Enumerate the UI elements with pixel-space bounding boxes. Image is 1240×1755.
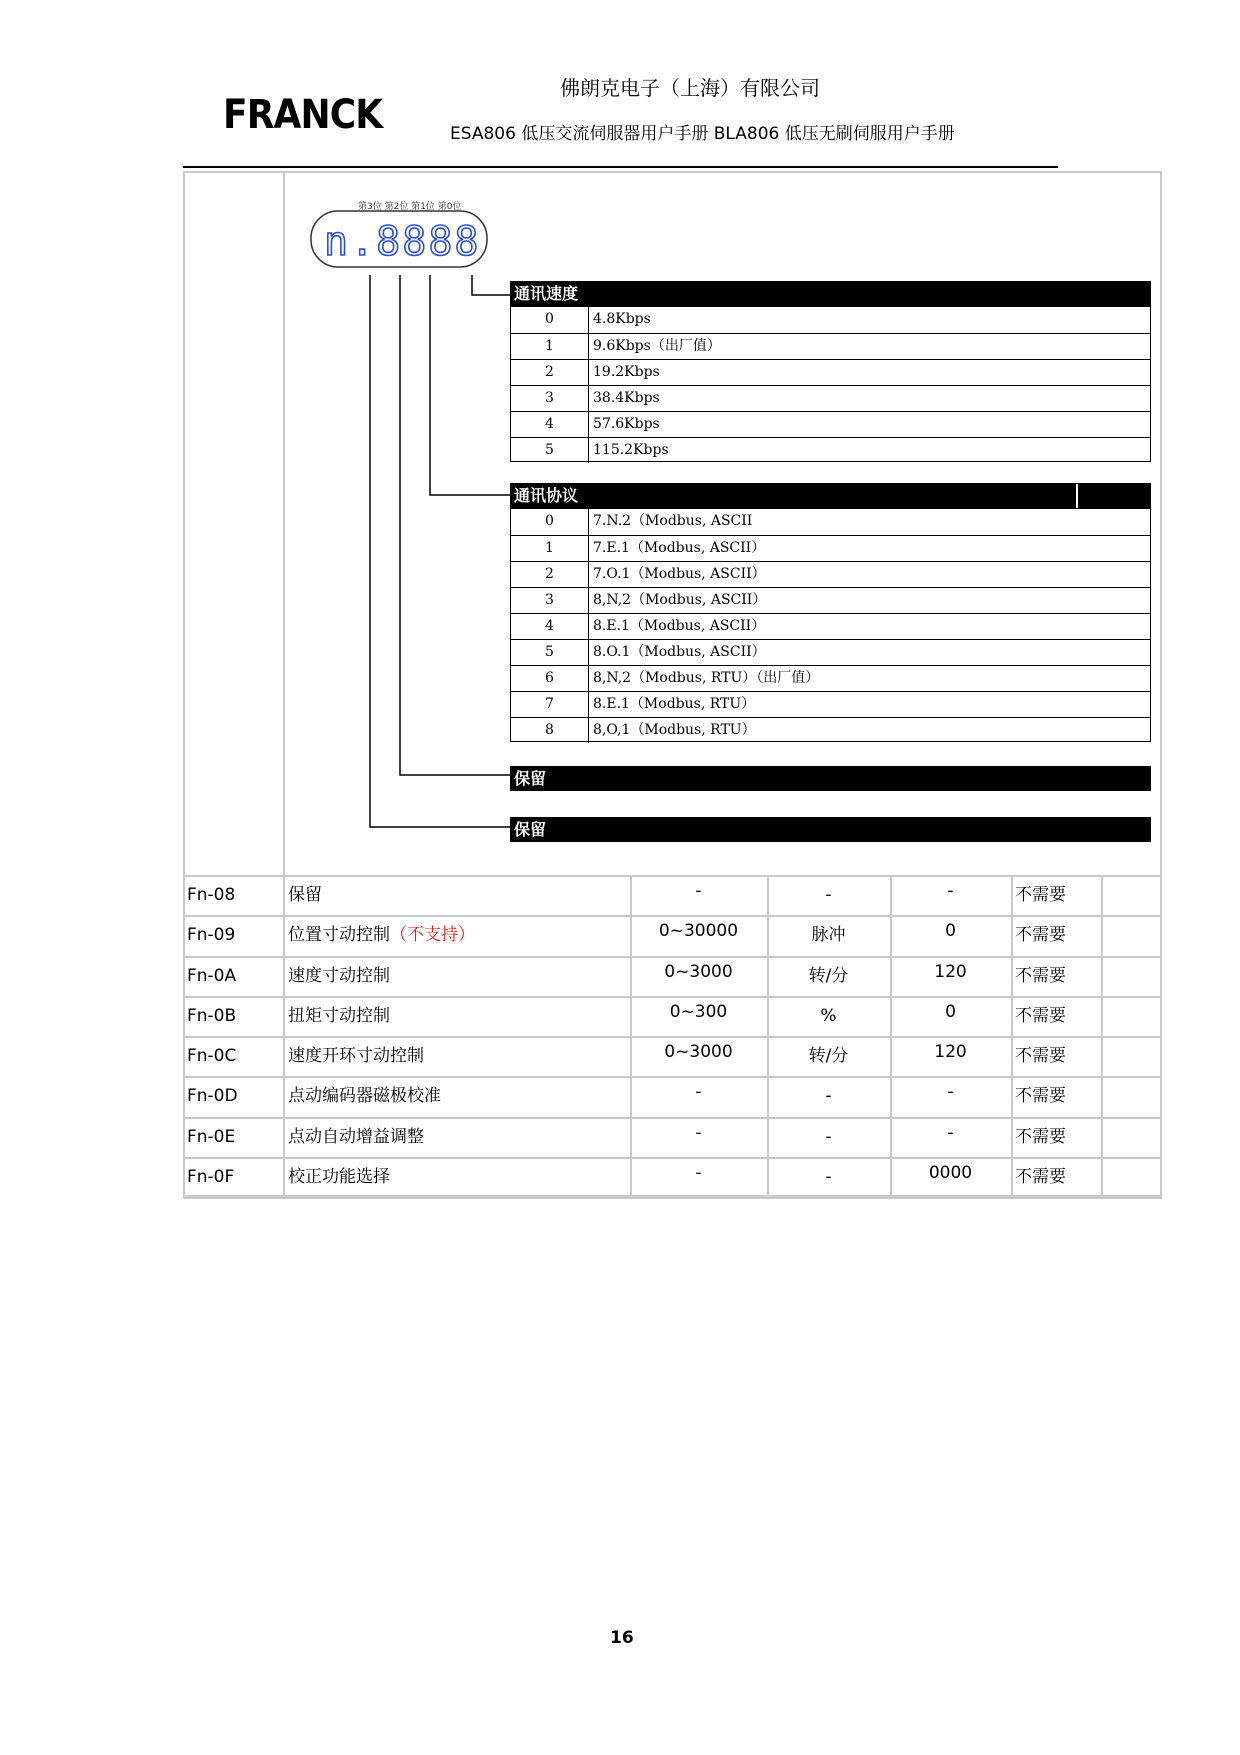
protocol-value: 8.E.1（Modbus, RTU） [593, 696, 756, 712]
param-default: 120 [934, 962, 967, 982]
protocol-row [511, 717, 1150, 743]
header-rule [183, 166, 1058, 168]
company-name: 佛朗克电子（上海）有限公司 [560, 76, 820, 100]
speed-code: 2 [511, 360, 589, 385]
param-default: 0 [945, 921, 956, 941]
speed-row [511, 359, 1150, 385]
param-name [288, 1076, 628, 1116]
param-name-text: 速度寸动控制 [288, 966, 390, 986]
speed-value: 57.6Kbps [593, 416, 660, 432]
param-name [288, 956, 628, 996]
protocol-value: 8,N,2（Modbus, ASCII） [593, 592, 767, 608]
reserved-bit3-bar: 保留 [510, 817, 1151, 842]
param-code: Fn-09 [187, 925, 236, 945]
param-name [288, 1157, 628, 1197]
speed-row [511, 411, 1150, 437]
protocol-code: 2 [511, 562, 589, 587]
param-name-text: 点动编码器磁极校准 [288, 1086, 441, 1106]
param-restart: 不需要 [1015, 1006, 1066, 1026]
protocol-value: 8.O.1（Modbus, ASCII） [593, 644, 766, 660]
param-range: 0~30000 [658, 921, 739, 941]
speed-row [511, 307, 1150, 333]
bit-position-labels: 第3位 第2位 第1位 第0位 [358, 202, 462, 212]
protocol-row [511, 691, 1150, 717]
protocol-value: 7.E.1（Modbus, ASCII） [593, 540, 766, 556]
protocol-row [511, 665, 1150, 691]
protocol-code: 7 [511, 692, 589, 717]
speed-code: 0 [511, 307, 589, 333]
speed-value: 38.4Kbps [593, 390, 660, 406]
param-unit: - [825, 1167, 832, 1187]
param-code: Fn-08 [187, 885, 236, 905]
param-range: - [695, 1163, 702, 1183]
protocol-value: 7.N.2（Modbus, ASCII [593, 513, 753, 529]
speed-row [511, 385, 1150, 411]
param-default: 0000 [928, 1163, 973, 1183]
manual-subtitle: ESA806 低压交流伺服器用户手册 BLA806 低压无刷伺服用户手册 [450, 124, 955, 144]
param-range: - [695, 1082, 702, 1102]
param-unit: 转/分 [808, 1046, 849, 1066]
param-code: Fn-0B [187, 1006, 237, 1026]
bit-connector-lines [360, 265, 520, 830]
protocol-row [511, 561, 1150, 587]
param-range: 0~3000 [664, 962, 733, 982]
header-separator [1076, 484, 1078, 508]
param-name [288, 996, 628, 1036]
row-divider [183, 1197, 1162, 1199]
param-name-text: 保留 [288, 885, 322, 905]
param-range: - [695, 1123, 702, 1143]
speed-row [511, 333, 1150, 359]
protocol-value: 8,N,2（Modbus, RTU）（出厂值） [593, 670, 820, 686]
param-restart: 不需要 [1015, 1086, 1066, 1106]
comm-speed-table [510, 306, 1151, 462]
param-name [288, 915, 628, 955]
param-restart: 不需要 [1015, 1127, 1066, 1147]
param-restart: 不需要 [1015, 925, 1066, 945]
column-divider [1011, 875, 1013, 1197]
param-name-note: （不支持） [390, 925, 475, 945]
protocol-row [511, 587, 1150, 613]
param-restart: 不需要 [1015, 966, 1066, 986]
lcd-display-icon [310, 210, 490, 270]
protocol-value: 8,O,1（Modbus, RTU） [593, 722, 756, 738]
param-code: Fn-0D [187, 1086, 238, 1106]
speed-code: 5 [511, 438, 589, 463]
param-range: 0~3000 [664, 1042, 733, 1062]
param-unit: - [825, 1086, 832, 1106]
param-code: Fn-0F [187, 1167, 235, 1187]
param-default: - [947, 1123, 954, 1143]
speed-value: 4.8Kbps [593, 311, 651, 327]
comm-protocol-table [510, 508, 1151, 742]
param-unit: % [820, 1006, 837, 1026]
param-range: 0~300 [669, 1002, 728, 1022]
protocol-value: 8.E.1（Modbus, ASCII） [593, 618, 766, 634]
protocol-code: 6 [511, 666, 589, 691]
param-name-text: 速度开环寸动控制 [288, 1046, 424, 1066]
param-restart: 不需要 [1015, 885, 1066, 905]
param-range: - [695, 881, 702, 901]
speed-code: 1 [511, 334, 589, 359]
param-unit: 脉冲 [811, 925, 846, 945]
param-name-text: 点动自动增益调整 [288, 1127, 424, 1147]
speed-value: 9.6Kbps（出厂值） [593, 338, 721, 354]
column-divider [283, 171, 285, 1197]
protocol-row [511, 639, 1150, 665]
column-divider [1101, 875, 1103, 1197]
param-restart: 不需要 [1015, 1046, 1066, 1066]
speed-code: 3 [511, 386, 589, 411]
protocol-code: 1 [511, 536, 589, 561]
speed-value: 115.2Kbps [593, 442, 669, 458]
param-name [288, 875, 628, 915]
param-default: - [947, 881, 954, 901]
reserved-bit2-bar: 保留 [510, 766, 1151, 791]
param-name [288, 1117, 628, 1157]
param-name-text: 位置寸动控制 [288, 925, 390, 945]
protocol-code: 8 [511, 718, 589, 743]
param-unit: - [825, 1127, 832, 1147]
param-unit: - [825, 885, 832, 905]
franck-logo: FRANCK [223, 92, 383, 138]
protocol-value: 7.O.1（Modbus, ASCII） [593, 566, 766, 582]
comm-protocol-header: 通讯协议 [510, 483, 1151, 508]
lcd-readout: n.8888 [324, 219, 481, 265]
param-code: Fn-0E [187, 1127, 236, 1147]
param-name-text: 扭矩寸动控制 [288, 1006, 390, 1026]
param-default: 120 [934, 1042, 967, 1062]
param-unit: 转/分 [808, 966, 849, 986]
protocol-code: 4 [511, 614, 589, 639]
param-default: - [947, 1082, 954, 1102]
protocol-code: 5 [511, 640, 589, 665]
protocol-code: 0 [511, 509, 589, 535]
speed-code: 4 [511, 412, 589, 437]
comm-speed-header: 通讯速度 [510, 281, 1151, 306]
speed-value: 19.2Kbps [593, 364, 660, 380]
param-restart: 不需要 [1015, 1167, 1066, 1187]
protocol-row [511, 613, 1150, 639]
param-name [288, 1036, 628, 1076]
param-code: Fn-0A [187, 966, 237, 986]
speed-row [511, 437, 1150, 463]
param-code: Fn-0C [187, 1046, 237, 1066]
page-number: 16 [610, 1628, 634, 1648]
protocol-row [511, 509, 1150, 535]
param-name-text: 校正功能选择 [288, 1167, 390, 1187]
protocol-code: 3 [511, 588, 589, 613]
param-default: 0 [945, 1002, 956, 1022]
protocol-row [511, 535, 1150, 561]
